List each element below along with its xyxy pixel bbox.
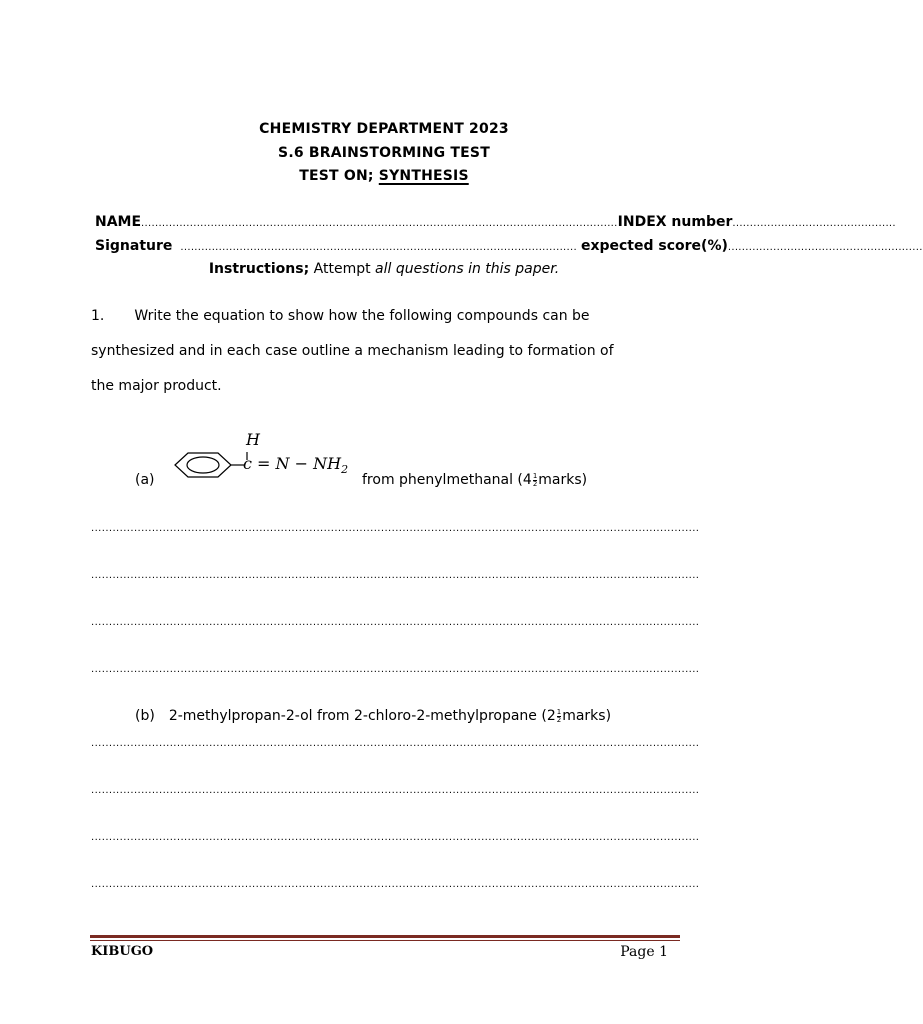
signature-score-row: [95, 238, 923, 254]
formula-subscript: 2: [341, 463, 349, 477]
name-field[interactable]: .........................................................................................................................................: [141, 218, 618, 229]
name-index-row: [95, 214, 896, 230]
name-label: NAME: [95, 214, 142, 230]
part-b-fraction: $\frac{1}{2}$: [556, 707, 562, 724]
question-1-line-3: the major product.: [91, 378, 222, 394]
signature-field[interactable]: ..................................................................................................................: [180, 242, 577, 253]
hydrazone-formula: [243, 454, 348, 476]
footer-rule: [90, 935, 680, 938]
signature-label: Signature: [95, 238, 173, 254]
benzene-ring-structure: [172, 448, 252, 482]
instructions-italic: all questions in this paper.: [375, 261, 560, 277]
part-b-label: (b): [135, 708, 155, 724]
question-1-line-2: synthesized and in each case outline a mechanism leading to formation of: [91, 343, 614, 359]
footer-school: KIBUGO: [91, 944, 154, 959]
answer-line[interactable]: ..........................................................................................................................................................................: [91, 570, 700, 581]
benzene-aromatic-ring: [187, 457, 219, 473]
part-b-text: [135, 708, 611, 724]
formula-hydrogen: H: [246, 430, 260, 449]
answer-line[interactable]: ..........................................................................................................................................................................: [91, 738, 700, 749]
answer-line[interactable]: ..........................................................................................................................................................................: [91, 832, 700, 843]
score-label: expected score(%): [580, 238, 728, 254]
question-1-text-1: Write the equation to show how the following compounds can be: [134, 308, 590, 324]
test-topic: [0, 168, 768, 184]
test-title: S.6 BRAINSTORMING TEST: [278, 145, 490, 161]
answer-line[interactable]: ..........................................................................................................................................................................: [91, 785, 700, 796]
part-a-text: [362, 472, 587, 488]
part-b-marks: marks): [562, 708, 612, 724]
part-a-marks: marks): [538, 472, 588, 488]
score-field[interactable]: ........................................................: [727, 242, 923, 253]
instructions: [0, 261, 768, 277]
part-a-label: (a): [135, 472, 155, 488]
answer-line[interactable]: ..........................................................................................................................................................................: [91, 664, 700, 675]
footer-rule-thin: [90, 940, 680, 941]
answer-line[interactable]: ..........................................................................................................................................................................: [91, 879, 700, 890]
department-title: CHEMISTRY DEPARTMENT 2023: [259, 121, 509, 137]
part-b-description: 2-methylpropan-2-ol from 2-chloro-2-methylpropane (2: [168, 708, 556, 724]
index-label: INDEX number: [617, 214, 733, 230]
part-a-fraction: $\frac{1}{2}$: [532, 471, 538, 488]
part-a-description: from phenylmethanal (4: [362, 472, 532, 488]
question-1-line-1: [91, 308, 590, 324]
question-number: 1.: [91, 308, 105, 324]
instructions-label: Instructions;: [208, 261, 310, 277]
page-number: Page 1: [620, 944, 668, 960]
answer-line[interactable]: ..........................................................................................................................................................................: [91, 617, 700, 628]
test-topic-prefix: TEST ON;: [299, 168, 379, 184]
formula-main: c = N − NH: [243, 454, 342, 473]
test-topic-name: SYNTHESIS: [378, 168, 469, 184]
answer-line[interactable]: ..........................................................................................................................................................................: [91, 523, 700, 534]
index-field[interactable]: ...............................................: [732, 218, 896, 229]
instructions-text: Attempt: [309, 261, 376, 277]
